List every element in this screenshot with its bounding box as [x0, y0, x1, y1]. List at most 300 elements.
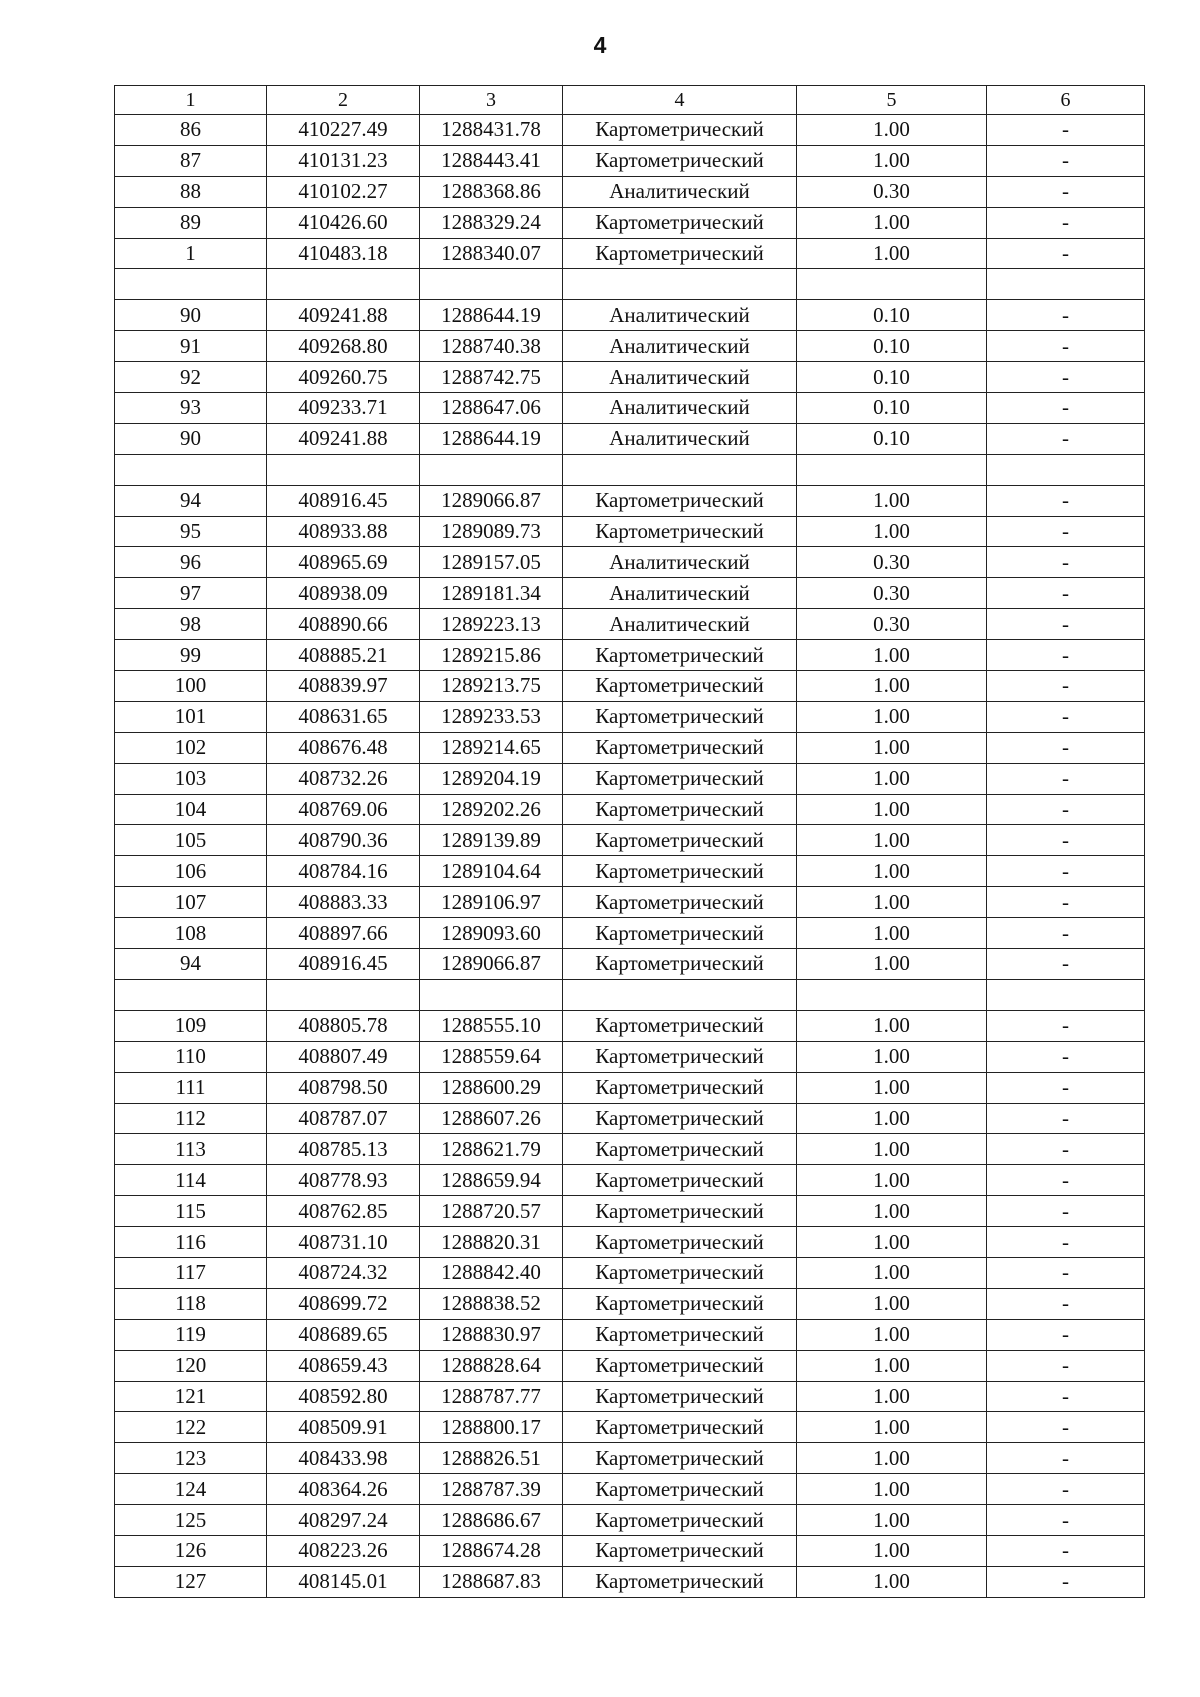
column-header: 4	[563, 86, 797, 115]
table-row	[115, 1103, 1145, 1134]
table-row	[115, 1072, 1145, 1103]
empty-cell	[987, 979, 1145, 1010]
x-coordinate-cell: 408785.13	[267, 1134, 420, 1165]
y-coordinate-cell: 1288431.78	[420, 115, 563, 146]
empty-cell	[115, 454, 267, 485]
point-number-cell: 126	[115, 1535, 267, 1566]
description-cell: -	[987, 207, 1145, 238]
y-coordinate-cell: 1289204.19	[420, 763, 563, 794]
accuracy-cell: 1.00	[797, 1227, 987, 1258]
point-number-cell: 86	[115, 115, 267, 146]
y-coordinate-cell: 1288826.51	[420, 1443, 563, 1474]
accuracy-cell: 1.00	[797, 1010, 987, 1041]
y-coordinate-cell: 1289066.87	[420, 949, 563, 980]
empty-cell	[797, 454, 987, 485]
point-number-cell: 100	[115, 671, 267, 702]
description-cell: -	[987, 238, 1145, 269]
method-cell: Картометрический	[563, 1535, 797, 1566]
empty-cell	[797, 979, 987, 1010]
point-number-cell: 94	[115, 949, 267, 980]
y-coordinate-cell: 1289215.86	[420, 640, 563, 671]
x-coordinate-cell: 408631.65	[267, 701, 420, 732]
method-cell: Картометрический	[563, 949, 797, 980]
x-coordinate-cell: 408509.91	[267, 1412, 420, 1443]
point-number-cell: 90	[115, 423, 267, 454]
method-cell: Картометрический	[563, 1227, 797, 1258]
description-cell: -	[987, 393, 1145, 424]
point-number-cell: 91	[115, 331, 267, 362]
point-number-cell: 125	[115, 1505, 267, 1536]
point-number-cell: 102	[115, 732, 267, 763]
table-row	[115, 1227, 1145, 1258]
x-coordinate-cell: 408916.45	[267, 485, 420, 516]
empty-cell	[267, 269, 420, 300]
x-coordinate-cell: 408916.45	[267, 949, 420, 980]
x-coordinate-cell: 408297.24	[267, 1505, 420, 1536]
table-row	[115, 640, 1145, 671]
point-number-cell: 120	[115, 1350, 267, 1381]
point-number-cell: 122	[115, 1412, 267, 1443]
point-number-cell: 114	[115, 1165, 267, 1196]
accuracy-cell: 1.00	[797, 238, 987, 269]
x-coordinate-cell: 408592.80	[267, 1381, 420, 1412]
x-coordinate-cell: 409241.88	[267, 300, 420, 331]
table-row	[115, 1412, 1145, 1443]
description-cell: -	[987, 547, 1145, 578]
description-cell: -	[987, 701, 1145, 732]
method-cell: Аналитический	[563, 609, 797, 640]
description-cell: -	[987, 856, 1145, 887]
table-header-row	[115, 86, 1145, 115]
description-cell: -	[987, 176, 1145, 207]
table-row	[115, 918, 1145, 949]
table-row	[115, 856, 1145, 887]
method-cell: Аналитический	[563, 300, 797, 331]
method-cell: Картометрический	[563, 1196, 797, 1227]
description-cell: -	[987, 918, 1145, 949]
table-row	[115, 207, 1145, 238]
column-header: 3	[420, 86, 563, 115]
column-header: 6	[987, 86, 1145, 115]
x-coordinate-cell: 409241.88	[267, 423, 420, 454]
y-coordinate-cell: 1289066.87	[420, 485, 563, 516]
empty-cell	[987, 269, 1145, 300]
table-row	[115, 1535, 1145, 1566]
accuracy-cell: 1.00	[797, 701, 987, 732]
x-coordinate-cell: 410102.27	[267, 176, 420, 207]
point-number-cell: 111	[115, 1072, 267, 1103]
table-row	[115, 578, 1145, 609]
accuracy-cell: 1.00	[797, 1350, 987, 1381]
accuracy-cell: 1.00	[797, 1412, 987, 1443]
description-cell: -	[987, 1535, 1145, 1566]
method-cell: Картометрический	[563, 918, 797, 949]
y-coordinate-cell: 1288742.75	[420, 362, 563, 393]
point-number-cell: 87	[115, 145, 267, 176]
x-coordinate-cell: 410426.60	[267, 207, 420, 238]
x-coordinate-cell: 408724.32	[267, 1257, 420, 1288]
point-number-cell: 112	[115, 1103, 267, 1134]
y-coordinate-cell: 1289214.65	[420, 732, 563, 763]
method-cell: Картометрический	[563, 825, 797, 856]
method-cell: Картометрический	[563, 1041, 797, 1072]
y-coordinate-cell: 1289233.53	[420, 701, 563, 732]
point-number-cell: 1	[115, 238, 267, 269]
description-cell: -	[987, 1443, 1145, 1474]
y-coordinate-cell: 1288828.64	[420, 1350, 563, 1381]
method-cell: Картометрический	[563, 485, 797, 516]
description-cell: -	[987, 1165, 1145, 1196]
empty-cell	[563, 979, 797, 1010]
table-row	[115, 1443, 1145, 1474]
description-cell: -	[987, 362, 1145, 393]
point-number-cell: 124	[115, 1474, 267, 1505]
description-cell: -	[987, 763, 1145, 794]
x-coordinate-cell: 408676.48	[267, 732, 420, 763]
x-coordinate-cell: 408731.10	[267, 1227, 420, 1258]
table-row	[115, 1010, 1145, 1041]
method-cell: Картометрический	[563, 732, 797, 763]
point-number-cell: 113	[115, 1134, 267, 1165]
x-coordinate-cell: 408364.26	[267, 1474, 420, 1505]
method-cell: Картометрический	[563, 1288, 797, 1319]
x-coordinate-cell: 408883.33	[267, 887, 420, 918]
accuracy-cell: 1.00	[797, 1319, 987, 1350]
x-coordinate-cell: 408965.69	[267, 547, 420, 578]
description-cell: -	[987, 485, 1145, 516]
method-cell: Аналитический	[563, 362, 797, 393]
table-row	[115, 238, 1145, 269]
accuracy-cell: 1.00	[797, 856, 987, 887]
table-row	[115, 1566, 1145, 1597]
y-coordinate-cell: 1288686.67	[420, 1505, 563, 1536]
y-coordinate-cell: 1288621.79	[420, 1134, 563, 1165]
table-row	[115, 331, 1145, 362]
table-row	[115, 887, 1145, 918]
column-header: 5	[797, 86, 987, 115]
method-cell: Картометрический	[563, 516, 797, 547]
empty-cell	[267, 979, 420, 1010]
y-coordinate-cell: 1288647.06	[420, 393, 563, 424]
accuracy-cell: 1.00	[797, 1566, 987, 1597]
accuracy-cell: 1.00	[797, 825, 987, 856]
method-cell: Картометрический	[563, 1505, 797, 1536]
method-cell: Аналитический	[563, 547, 797, 578]
point-number-cell: 90	[115, 300, 267, 331]
empty-cell	[420, 979, 563, 1010]
x-coordinate-cell: 408223.26	[267, 1535, 420, 1566]
table-row	[115, 1319, 1145, 1350]
table-body	[115, 86, 1145, 1598]
description-cell: -	[987, 794, 1145, 825]
method-cell: Картометрический	[563, 145, 797, 176]
table-row	[115, 485, 1145, 516]
empty-cell	[420, 269, 563, 300]
method-cell: Картометрический	[563, 794, 797, 825]
y-coordinate-cell: 1288559.64	[420, 1041, 563, 1072]
x-coordinate-cell: 410227.49	[267, 115, 420, 146]
x-coordinate-cell: 408433.98	[267, 1443, 420, 1474]
method-cell: Картометрический	[563, 115, 797, 146]
accuracy-cell: 0.30	[797, 609, 987, 640]
empty-cell	[115, 269, 267, 300]
table-row	[115, 1165, 1145, 1196]
description-cell: -	[987, 887, 1145, 918]
method-cell: Аналитический	[563, 393, 797, 424]
y-coordinate-cell: 1288607.26	[420, 1103, 563, 1134]
accuracy-cell: 0.30	[797, 176, 987, 207]
accuracy-cell: 0.30	[797, 547, 987, 578]
method-cell: Картометрический	[563, 1350, 797, 1381]
x-coordinate-cell: 408890.66	[267, 609, 420, 640]
point-number-cell: 123	[115, 1443, 267, 1474]
description-cell: -	[987, 1319, 1145, 1350]
x-coordinate-cell: 408805.78	[267, 1010, 420, 1041]
description-cell: -	[987, 145, 1145, 176]
point-number-cell: 116	[115, 1227, 267, 1258]
point-number-cell: 118	[115, 1288, 267, 1319]
point-number-cell: 119	[115, 1319, 267, 1350]
description-cell: -	[987, 578, 1145, 609]
accuracy-cell: 1.00	[797, 671, 987, 702]
accuracy-cell: 1.00	[797, 1257, 987, 1288]
x-coordinate-cell: 408885.21	[267, 640, 420, 671]
method-cell: Картометрический	[563, 1072, 797, 1103]
accuracy-cell: 1.00	[797, 1505, 987, 1536]
y-coordinate-cell: 1288659.94	[420, 1165, 563, 1196]
accuracy-cell: 1.00	[797, 145, 987, 176]
table-row	[115, 763, 1145, 794]
point-number-cell: 110	[115, 1041, 267, 1072]
table-row	[115, 671, 1145, 702]
description-cell: -	[987, 331, 1145, 362]
accuracy-cell: 0.10	[797, 423, 987, 454]
table-row	[115, 825, 1145, 856]
y-coordinate-cell: 1288740.38	[420, 331, 563, 362]
description-cell: -	[987, 423, 1145, 454]
accuracy-cell: 0.10	[797, 300, 987, 331]
point-number-cell: 93	[115, 393, 267, 424]
point-number-cell: 106	[115, 856, 267, 887]
table-row	[115, 423, 1145, 454]
empty-cell	[563, 454, 797, 485]
accuracy-cell: 1.00	[797, 1165, 987, 1196]
x-coordinate-cell: 408659.43	[267, 1350, 420, 1381]
accuracy-cell: 1.00	[797, 516, 987, 547]
method-cell: Картометрический	[563, 763, 797, 794]
x-coordinate-cell: 408732.26	[267, 763, 420, 794]
x-coordinate-cell: 410131.23	[267, 145, 420, 176]
point-number-cell: 108	[115, 918, 267, 949]
x-coordinate-cell: 408689.65	[267, 1319, 420, 1350]
y-coordinate-cell: 1289223.13	[420, 609, 563, 640]
accuracy-cell: 1.00	[797, 763, 987, 794]
x-coordinate-cell: 408787.07	[267, 1103, 420, 1134]
point-number-cell: 92	[115, 362, 267, 393]
table-row	[115, 115, 1145, 146]
table-row	[115, 547, 1145, 578]
y-coordinate-cell: 1288720.57	[420, 1196, 563, 1227]
description-cell: -	[987, 1505, 1145, 1536]
description-cell: -	[987, 1041, 1145, 1072]
y-coordinate-cell: 1289106.97	[420, 887, 563, 918]
x-coordinate-cell: 409233.71	[267, 393, 420, 424]
x-coordinate-cell: 408790.36	[267, 825, 420, 856]
method-cell: Картометрический	[563, 887, 797, 918]
point-number-cell: 98	[115, 609, 267, 640]
point-number-cell: 107	[115, 887, 267, 918]
accuracy-cell: 1.00	[797, 1196, 987, 1227]
description-cell: -	[987, 1010, 1145, 1041]
accuracy-cell: 1.00	[797, 794, 987, 825]
point-number-cell: 121	[115, 1381, 267, 1412]
empty-cell	[797, 269, 987, 300]
description-cell: -	[987, 640, 1145, 671]
accuracy-cell: 1.00	[797, 732, 987, 763]
table-row	[115, 1288, 1145, 1319]
description-cell: -	[987, 609, 1145, 640]
description-cell: -	[987, 825, 1145, 856]
table-row	[115, 145, 1145, 176]
x-coordinate-cell: 409260.75	[267, 362, 420, 393]
y-coordinate-cell: 1288838.52	[420, 1288, 563, 1319]
x-coordinate-cell: 408784.16	[267, 856, 420, 887]
point-number-cell: 96	[115, 547, 267, 578]
description-cell: -	[987, 1474, 1145, 1505]
accuracy-cell: 0.10	[797, 331, 987, 362]
accuracy-cell: 1.00	[797, 887, 987, 918]
accuracy-cell: 1.00	[797, 1288, 987, 1319]
x-coordinate-cell: 408798.50	[267, 1072, 420, 1103]
description-cell: -	[987, 1288, 1145, 1319]
description-cell: -	[987, 300, 1145, 331]
table-spacer-row	[115, 979, 1145, 1010]
point-number-cell: 105	[115, 825, 267, 856]
description-cell: -	[987, 1227, 1145, 1258]
accuracy-cell: 1.00	[797, 1443, 987, 1474]
page-number: 4	[593, 32, 607, 58]
y-coordinate-cell: 1289139.89	[420, 825, 563, 856]
description-cell: -	[987, 1381, 1145, 1412]
point-number-cell: 115	[115, 1196, 267, 1227]
table-row	[115, 300, 1145, 331]
column-header: 1	[115, 86, 267, 115]
method-cell: Картометрический	[563, 856, 797, 887]
accuracy-cell: 1.00	[797, 918, 987, 949]
point-number-cell: 127	[115, 1566, 267, 1597]
y-coordinate-cell: 1288600.29	[420, 1072, 563, 1103]
x-coordinate-cell: 408699.72	[267, 1288, 420, 1319]
description-cell: -	[987, 1196, 1145, 1227]
accuracy-cell: 1.00	[797, 1134, 987, 1165]
method-cell: Картометрический	[563, 1474, 797, 1505]
table-row	[115, 1196, 1145, 1227]
x-coordinate-cell: 408938.09	[267, 578, 420, 609]
empty-cell	[987, 454, 1145, 485]
method-cell: Картометрический	[563, 1134, 797, 1165]
y-coordinate-cell: 1289157.05	[420, 547, 563, 578]
table-row	[115, 1474, 1145, 1505]
description-cell: -	[987, 1566, 1145, 1597]
point-number-cell: 117	[115, 1257, 267, 1288]
point-number-cell: 94	[115, 485, 267, 516]
x-coordinate-cell: 408807.49	[267, 1041, 420, 1072]
accuracy-cell: 1.00	[797, 1041, 987, 1072]
accuracy-cell: 0.10	[797, 393, 987, 424]
accuracy-cell: 1.00	[797, 207, 987, 238]
y-coordinate-cell: 1288674.28	[420, 1535, 563, 1566]
method-cell: Картометрический	[563, 671, 797, 702]
x-coordinate-cell: 408839.97	[267, 671, 420, 702]
accuracy-cell: 1.00	[797, 949, 987, 980]
description-cell: -	[987, 671, 1145, 702]
method-cell: Аналитический	[563, 331, 797, 362]
x-coordinate-cell: 408762.85	[267, 1196, 420, 1227]
table-row	[115, 794, 1145, 825]
table-row	[115, 1381, 1145, 1412]
y-coordinate-cell: 1288443.41	[420, 145, 563, 176]
y-coordinate-cell: 1289213.75	[420, 671, 563, 702]
y-coordinate-cell: 1288555.10	[420, 1010, 563, 1041]
method-cell: Картометрический	[563, 1165, 797, 1196]
description-cell: -	[987, 516, 1145, 547]
table-row	[115, 516, 1145, 547]
point-number-cell: 88	[115, 176, 267, 207]
y-coordinate-cell: 1288842.40	[420, 1257, 563, 1288]
point-number-cell: 101	[115, 701, 267, 732]
y-coordinate-cell: 1288820.31	[420, 1227, 563, 1258]
accuracy-cell: 0.10	[797, 362, 987, 393]
table-row	[115, 1134, 1145, 1165]
table-row	[115, 362, 1145, 393]
x-coordinate-cell: 409268.80	[267, 331, 420, 362]
table-row	[115, 732, 1145, 763]
table-row	[115, 176, 1145, 207]
description-cell: -	[987, 1134, 1145, 1165]
description-cell: -	[987, 115, 1145, 146]
point-number-cell: 103	[115, 763, 267, 794]
y-coordinate-cell: 1289089.73	[420, 516, 563, 547]
y-coordinate-cell: 1288800.17	[420, 1412, 563, 1443]
accuracy-cell: 1.00	[797, 115, 987, 146]
x-coordinate-cell: 408897.66	[267, 918, 420, 949]
accuracy-cell: 1.00	[797, 1535, 987, 1566]
table-row	[115, 949, 1145, 980]
method-cell: Аналитический	[563, 578, 797, 609]
x-coordinate-cell: 408145.01	[267, 1566, 420, 1597]
method-cell: Картометрический	[563, 1103, 797, 1134]
description-cell: -	[987, 1257, 1145, 1288]
point-number-cell: 89	[115, 207, 267, 238]
method-cell: Картометрический	[563, 207, 797, 238]
accuracy-cell: 1.00	[797, 1103, 987, 1134]
description-cell: -	[987, 1103, 1145, 1134]
table-row	[115, 1350, 1145, 1381]
y-coordinate-cell: 1289093.60	[420, 918, 563, 949]
method-cell: Аналитический	[563, 423, 797, 454]
table-row	[115, 1505, 1145, 1536]
method-cell: Картометрический	[563, 1412, 797, 1443]
y-coordinate-cell: 1288340.07	[420, 238, 563, 269]
accuracy-cell: 0.30	[797, 578, 987, 609]
table-spacer-row	[115, 269, 1145, 300]
description-cell: -	[987, 1412, 1145, 1443]
x-coordinate-cell: 408769.06	[267, 794, 420, 825]
accuracy-cell: 1.00	[797, 640, 987, 671]
empty-cell	[563, 269, 797, 300]
method-cell: Картометрический	[563, 238, 797, 269]
y-coordinate-cell: 1288368.86	[420, 176, 563, 207]
